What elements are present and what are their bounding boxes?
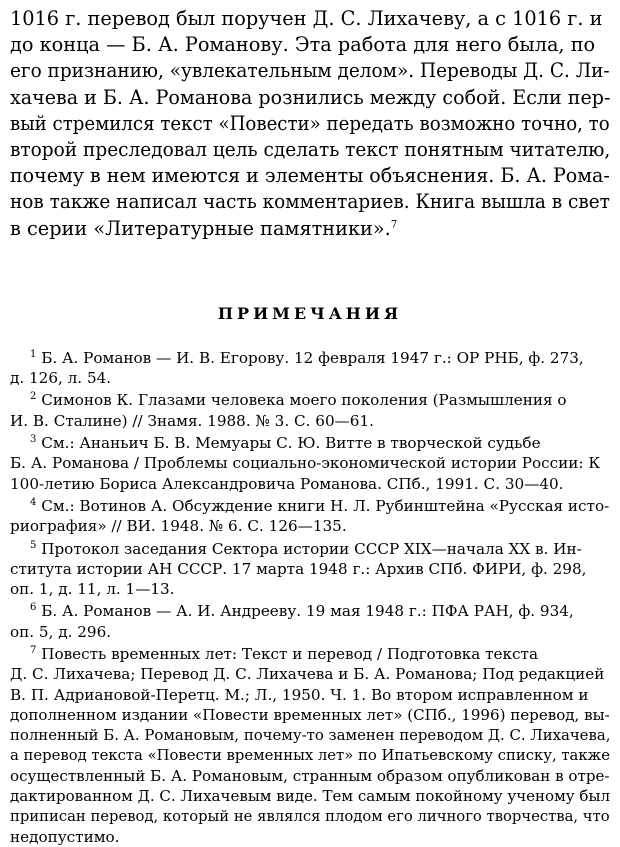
note-line	[10, 766, 610, 786]
note-number: 3	[30, 433, 37, 445]
note-line	[10, 453, 610, 473]
note-line	[10, 368, 610, 388]
note-line	[10, 474, 610, 494]
main-line: его признанию, «увлекательным делом». Переводы Д. С. Ли-	[10, 59, 610, 83]
note-line	[10, 496, 610, 516]
note-line	[10, 579, 610, 599]
note-number: 6	[30, 602, 37, 614]
note-line	[10, 705, 610, 725]
note-text: Д. С. Лихачева; Перевод Д. С. Лихачева и Б. А. Романова; Под редакцией	[10, 665, 605, 684]
main-line: почему в нем имеются и элементы объяснения. Б. А. Рома-	[10, 164, 610, 188]
note-text: В. П. Адриановой-Перетц. М.; Л., 1950. Ч. 1. Во втором исправленном и	[10, 685, 589, 704]
main-line: нов также написал часть комментариев. Книга вышла в свет	[10, 190, 610, 214]
note-line	[10, 664, 610, 684]
note-number: 2	[30, 391, 37, 403]
note-item	[10, 348, 610, 389]
note-line	[10, 516, 610, 536]
main-line: вый стремился текст «Повести» передать возможно точно, то	[10, 111, 610, 135]
note-line	[10, 745, 610, 765]
note-text: ститута истории АН СССР. 17 марта 1948 г.: Архив СПб. ФИРИ, ф. 298,	[10, 559, 587, 578]
note-text: осуществленный Б. А. Романовым, странным образом опубликован в отре-	[10, 766, 610, 785]
note-item	[10, 539, 610, 600]
main-line: хачева и Б. А. Романова рознились между собой. Если пер-	[10, 85, 611, 109]
main-paragraph	[10, 6, 610, 242]
note-line	[10, 348, 610, 368]
main-line-last	[10, 216, 610, 242]
note-number: 5	[30, 539, 37, 551]
note-text: 100-летию Бориса Александровича Романова. СПб., 1991. С. 30—40.	[10, 474, 564, 493]
note-text: Б. А. Романова / Проблемы социально-экономической истории России: К	[10, 454, 601, 473]
note-line	[10, 685, 610, 705]
note-line	[10, 539, 610, 559]
note-text: Б. А. Романов — А. И. Андрееву. 19 мая 1948 г.: ПФА РАН, ф. 934,	[41, 602, 574, 621]
note-line	[10, 786, 611, 806]
note-text: дактированном Д. С. Лихачевым виде. Тем самым покойному ученому был	[10, 787, 611, 806]
note-item	[10, 433, 610, 494]
note-text: И. В. Сталине) // Знамя. 1988. № 3. С. 60—61.	[10, 411, 374, 430]
note-text: Протокол заседания Сектора истории СССР XIX—начала XX в. Ин-	[41, 539, 582, 558]
note-text: а перевод текста «Повести временных лет» по Ипатьевскому списку, также	[10, 746, 610, 765]
note-number: 1	[30, 348, 37, 360]
note-text: См.: Вотинов А. Обсуждение книги Н. Л. Рубинштейна «Русская исто-	[41, 496, 610, 515]
main-line: второй преследовал цель сделать текст понятным читателю,	[10, 138, 611, 162]
footnote-ref: 7	[390, 219, 398, 231]
main-line: 1016 г. перевод был поручен Д. С. Лихачеву, а с 1016 г. и	[10, 7, 603, 30]
note-item	[10, 601, 610, 642]
note-line	[10, 433, 610, 453]
main-line-text: в серии «Литературные памятники».	[10, 216, 391, 240]
note-line	[10, 827, 610, 847]
note-text: приписан перевод, который не являлся плодом его личного творчества, что	[10, 807, 610, 826]
note-text: оп. 1, д. 11, л. 1—13.	[10, 580, 175, 599]
note-line	[10, 806, 610, 826]
note-text: оп. 5, д. 296.	[10, 622, 112, 641]
note-text: См.: Ананьич Б. В. Мемуары С. Ю. Витте в творческой судьбе	[41, 434, 541, 453]
note-text: Б. А. Романов — И. В. Егорову. 12 февраля 1947 г.: ОР РНБ, ф. 273,	[41, 348, 584, 367]
note-line	[10, 411, 610, 431]
note-line	[10, 390, 610, 410]
note-text: недопустимо.	[10, 827, 120, 846]
note-line	[10, 601, 610, 621]
note-number: 4	[30, 496, 37, 508]
note-text: полненный Б. А. Романовым, почему-то заменен переводом Д. С. Лихачева,	[10, 726, 611, 745]
notes-heading: ПРИМЕЧАНИЯ	[217, 303, 403, 323]
notes-list	[10, 348, 610, 847]
main-line: до конца — Б. А. Романову. Эта работа для него была, по	[10, 33, 596, 57]
note-item	[10, 496, 610, 537]
note-number: 7	[30, 644, 37, 656]
note-line	[10, 559, 610, 579]
note-line	[10, 644, 610, 664]
note-text: риография» // ВИ. 1948. № 6. С. 126—135.	[10, 517, 347, 536]
note-text: Повесть временных лет: Текст и перевод / Подготовка текста	[41, 644, 538, 663]
note-text: Симонов К. Глазами человека моего поколения (Размышления о	[41, 391, 567, 410]
note-text: д. 126, л. 54.	[10, 369, 112, 388]
note-item	[10, 644, 610, 847]
note-item	[10, 390, 610, 431]
note-line	[10, 725, 611, 745]
note-text: дополненном издании «Повести временных лет» (СПб., 1996) перевод, вы-	[10, 705, 610, 724]
note-line	[10, 622, 610, 642]
